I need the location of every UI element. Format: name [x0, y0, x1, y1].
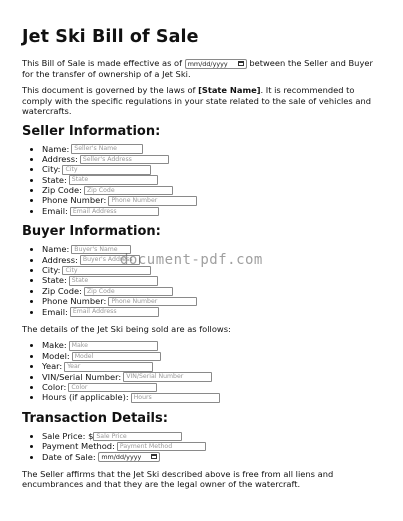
- jetski-vin-input[interactable]: VIN/Serial Number: [123, 372, 212, 382]
- sale-price-item: [42, 431, 382, 441]
- seller-name-input[interactable]: Seller's Name: [71, 144, 143, 154]
- page-title: Jet Ski Bill of Sale: [22, 27, 199, 47]
- field-label: Year:: [42, 361, 63, 372]
- date-of-sale-item: [42, 452, 382, 462]
- buyer-phone-item: [42, 296, 382, 306]
- governing-text-after: . It is recommended to comply with the specific regulations in your state related to the sale of vehicles and watercrafts.: [22, 85, 371, 116]
- buyer-zip-item: [42, 286, 382, 296]
- transaction-heading: Transaction Details:: [22, 410, 168, 426]
- field-label: VIN/Serial Number:: [42, 371, 122, 382]
- payment-method-input[interactable]: Payment Method: [117, 442, 206, 452]
- effective-date-placeholder: mm/dd/yyyy: [187, 59, 228, 68]
- jetski-hours-item: [42, 392, 382, 402]
- field-label: Name:: [42, 244, 70, 255]
- field-label: Email:: [42, 306, 68, 317]
- jetski-vin-item: [42, 372, 382, 382]
- seller-phone-item: [42, 195, 382, 205]
- field-label: Color:: [42, 382, 67, 393]
- calendar-icon: [151, 454, 157, 459]
- field-label: Payment Method:: [42, 441, 115, 452]
- buyer-heading: Buyer Information:: [22, 224, 161, 240]
- watermark-text: document-pdf.com: [120, 252, 263, 268]
- jetski-make-input[interactable]: Make: [69, 341, 158, 351]
- intro-text-after: between the Seller and Buyer for the transfer of ownership of a Jet Ski.: [22, 58, 373, 79]
- buyer-email-item: [42, 307, 382, 317]
- jetski-intro: The details of the Jet Ski being sold are as follows:: [22, 323, 231, 334]
- date-of-sale-input[interactable]: [98, 452, 160, 462]
- seller-address-input[interactable]: Seller's Address: [80, 155, 169, 165]
- buyer-state-item: [42, 275, 382, 285]
- field-label: Email:: [42, 205, 68, 216]
- closing-paragraph: The Seller affirms that the Jet Ski described above is free from all liens and encumbrances and that they are the legal owner of the watercraft.: [22, 468, 334, 490]
- buyer-state-input[interactable]: State: [69, 276, 158, 286]
- jetski-year-item: [42, 361, 382, 371]
- jetski-hours-input[interactable]: Hours: [131, 393, 220, 403]
- seller-state-item: [42, 175, 382, 185]
- field-label: Model:: [42, 350, 70, 361]
- jetski-model-item: [42, 351, 382, 361]
- state-name-placeholder: [State Name]: [198, 85, 261, 95]
- buyer-phone-input[interactable]: Phone Number: [108, 297, 197, 307]
- seller-zip-item: [42, 185, 382, 195]
- field-label: Phone Number:: [42, 296, 107, 307]
- transaction-fields-list: [22, 431, 382, 462]
- field-label: Zip Code:: [42, 285, 82, 296]
- intro-paragraph: [22, 58, 382, 79]
- buyer-zip-input[interactable]: Zip Code: [84, 287, 173, 297]
- field-label: Hours (if applicable):: [42, 392, 129, 403]
- sale-price-input[interactable]: Sale Price: [93, 432, 182, 442]
- field-label: Date of Sale:: [42, 451, 96, 462]
- field-label: City:: [42, 265, 61, 276]
- field-label: Name:: [42, 143, 70, 154]
- field-label: Address:: [42, 153, 78, 164]
- field-label: State:: [42, 174, 67, 185]
- seller-email-input[interactable]: Email Address: [70, 207, 159, 217]
- jetski-fields-list: [22, 340, 382, 402]
- governing-text-before: This document is governed by the laws of: [22, 85, 196, 95]
- seller-city-item: [42, 164, 382, 174]
- field-label: State:: [42, 275, 67, 286]
- field-label: Zip Code:: [42, 185, 82, 196]
- buyer-name-input[interactable]: Buyer's Name: [71, 245, 131, 255]
- jetski-year-input[interactable]: Year: [64, 362, 153, 372]
- field-label: Phone Number:: [42, 195, 107, 206]
- seller-zip-input[interactable]: Zip Code: [84, 186, 173, 196]
- effective-date-input[interactable]: [185, 59, 247, 69]
- jetski-make-item: [42, 340, 382, 350]
- calendar-icon: [238, 61, 244, 66]
- field-label: Address:: [42, 254, 78, 265]
- field-label: City:: [42, 164, 61, 175]
- jetski-color-input[interactable]: Color: [68, 383, 157, 393]
- jetski-model-input[interactable]: Model: [72, 352, 161, 362]
- seller-address-item: [42, 154, 382, 164]
- date-of-sale-placeholder: mm/dd/yyyy: [101, 453, 142, 462]
- governing-paragraph: [22, 85, 382, 117]
- seller-name-item: [42, 144, 382, 154]
- seller-fields-list: [22, 144, 382, 217]
- seller-email-item: [42, 206, 382, 216]
- payment-method-item: [42, 441, 382, 451]
- buyer-email-input[interactable]: Email Address: [70, 307, 159, 317]
- jetski-color-item: [42, 382, 382, 392]
- buyer-address-input[interactable]: Buyer's Address: [80, 255, 140, 265]
- field-label: Sale Price: $: [42, 430, 94, 441]
- buyer-city-input[interactable]: City: [62, 266, 151, 276]
- seller-heading: Seller Information:: [22, 123, 161, 139]
- seller-city-input[interactable]: City: [62, 165, 151, 175]
- intro-text-before: This Bill of Sale is made effective as of: [22, 58, 183, 68]
- field-label: Make:: [42, 340, 67, 351]
- seller-state-input[interactable]: State: [69, 175, 158, 185]
- seller-phone-input[interactable]: Phone Number: [108, 196, 197, 206]
